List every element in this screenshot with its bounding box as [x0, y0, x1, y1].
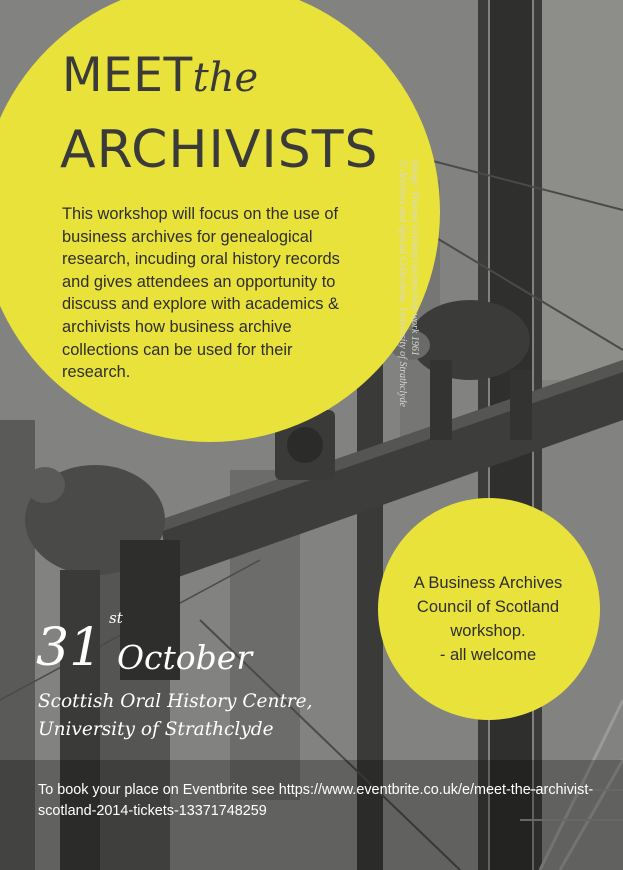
image-credit-line1: Image: Thomas Graham construction work 1961 [409, 160, 420, 356]
image-credit-line2: © Archives and Special Collections, University of Strathclyde [397, 160, 408, 407]
workshop-description: This workshop will focus on the use of business archives for genealogical research, incuding oral history records and gives attendees an opportunity to discuss and explore with academics & archivists how business archive collections can be used for their research. [62, 205, 340, 382]
organiser-line3: workshop. [450, 622, 526, 640]
venue-line2: University of Strathclyde [38, 719, 274, 740]
image-credit [396, 160, 420, 460]
title-the: the [192, 55, 259, 101]
organiser-line2: Council of Scotland [416, 598, 560, 616]
booking-info: To book your place on Eventbrite see https://www.eventbrite.co.uk/e/meet-the-archivist-scotland-2014-tickets-13371748259 [38, 782, 594, 819]
title-meet: MEET [62, 48, 193, 103]
title-meet-the [62, 48, 259, 103]
organiser-line1: A Business Archives [413, 574, 563, 592]
event-month: October [117, 638, 253, 677]
title-archivists: ARCHIVISTS [60, 120, 379, 180]
venue-line1: Scottish Oral History Centre, [38, 691, 313, 712]
event-venue [38, 688, 313, 744]
organiser-line4: - all welcome [439, 646, 537, 664]
event-day: 31 [36, 618, 103, 678]
event-day-suffix: st [109, 609, 123, 627]
organiser-text [388, 571, 588, 667]
